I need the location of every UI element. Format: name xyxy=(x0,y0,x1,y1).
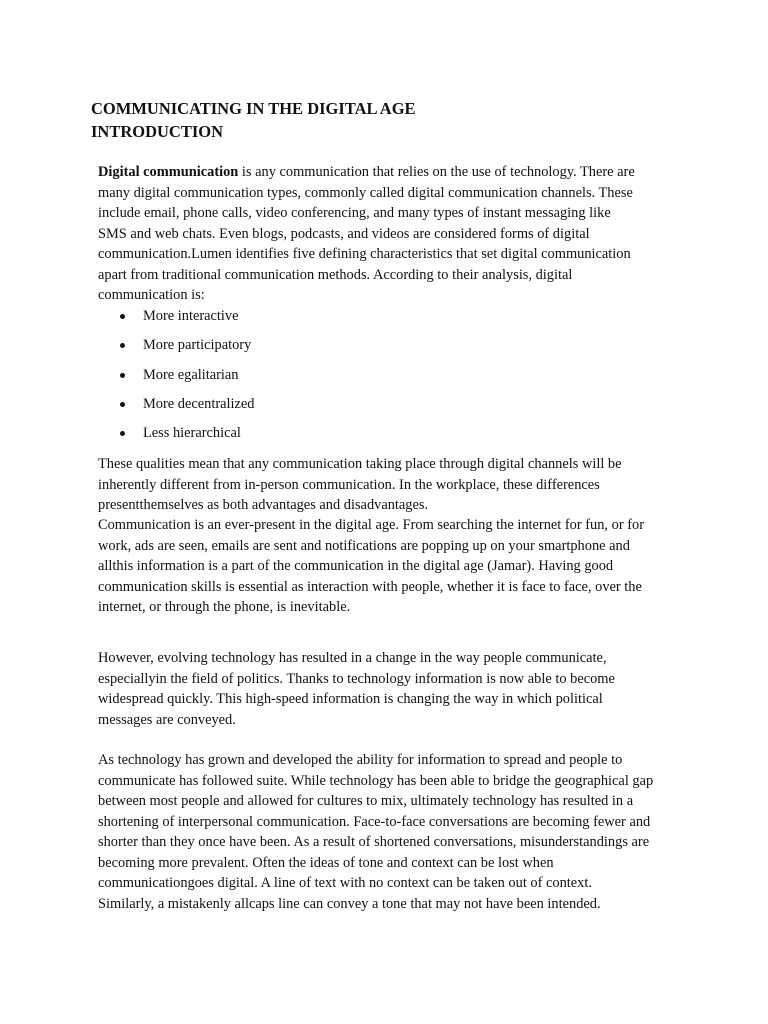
paragraph-line: allthis information is a part of the communication in the digital age (Jamar). Having good xyxy=(98,558,614,574)
bullet-icon xyxy=(120,343,125,348)
document-title: COMMUNICATING IN THE DIGITAL AGE xyxy=(91,99,416,118)
bullet-icon xyxy=(120,373,125,378)
paragraph-line: Communication is an ever-present in the digital age. From searching the internet for fun, or for xyxy=(98,517,644,533)
paragraph-line: However, evolving technology has resulted in a change in the way people communicate, xyxy=(98,650,607,666)
paragraph-line: especiallyin the field of politics. Thanks to technology information is now able to become xyxy=(98,670,615,687)
bold-term: Digital communication xyxy=(98,164,239,180)
list-item: Less hierarchical xyxy=(98,422,254,451)
ever-present-paragraph xyxy=(98,515,673,618)
paragraph-line: inherently different from in-person communication. In the workplace, these differences xyxy=(98,476,600,493)
list-item: More interactive xyxy=(98,305,254,334)
characteristics-list xyxy=(98,305,254,451)
list-item: More decentralized xyxy=(98,393,254,422)
bullet-icon xyxy=(120,314,125,319)
paragraph-line: communication is: xyxy=(98,287,205,303)
paragraph-line: As technology has grown and developed the ability for information to spread and people to xyxy=(98,752,623,768)
bullet-icon xyxy=(120,431,125,436)
paragraph-line: communication skills is essential as interaction with people, whether it is face to face, over the xyxy=(98,578,642,595)
paragraph-line: SMS and web chats. Even blogs, podcasts, and videos are considered forms of digital xyxy=(98,225,590,242)
bullet-icon xyxy=(120,402,125,407)
paragraph-line: apart from traditional communication methods. According to their analysis, digital xyxy=(98,266,573,283)
intro-paragraph xyxy=(98,162,673,306)
paragraph-line: communication.Lumen identifies five defining characteristics that set digital communication xyxy=(98,246,631,262)
qualities-paragraph xyxy=(98,454,673,516)
paragraph-line: Digital communication is any communication that relies on the use of technology. There are xyxy=(98,164,635,180)
paragraph-line: include email, phone calls, video conferencing, and many types of instant messaging like xyxy=(98,205,611,221)
technology-growth-paragraph xyxy=(98,750,673,914)
paragraph-line: widespread quickly. This high-speed information is changing the way in which political xyxy=(98,691,603,707)
paragraph-line: between most people and allowed for cultures to mix, ultimately technology has resulted in a xyxy=(98,793,634,809)
list-item: More participatory xyxy=(98,334,254,363)
paragraph-line: communicationgoes digital. A line of text with no context can be taken out of context. xyxy=(98,875,592,891)
paragraph-line: shortening of interpersonal communication. Face-to-face conversations are becoming fewer and xyxy=(98,813,651,830)
list-item: More egalitarian xyxy=(98,364,254,393)
paragraph-line: These qualities mean that any communication taking place through digital channels will be xyxy=(98,456,622,472)
paragraph-line: presentthemselves as both advantages and disadvantages. xyxy=(98,497,429,513)
paragraph-line: becoming more prevalent. Often the ideas of tone and context can be lost when xyxy=(98,854,554,871)
paragraph-line: messages are conveyed. xyxy=(98,711,236,728)
section-heading-introduction: INTRODUCTION xyxy=(91,122,224,141)
paragraph-line: communicate has followed suite. While technology has been able to bridge the geographical gap xyxy=(98,772,654,789)
paragraph-line: Similarly, a mistakenly allcaps line can convey a tone that may not have been intended. xyxy=(98,895,601,912)
paragraph-line: internet, or through the phone, is inevitable. xyxy=(98,599,351,615)
politics-paragraph xyxy=(98,648,673,730)
paragraph-line: shorter than they once have been. As a result of shortened conversations, misunderstandings are xyxy=(98,834,650,850)
paragraph-line: many digital communication types, commonly called digital communication channels. These xyxy=(98,184,633,201)
paragraph-line: work, ads are seen, emails are sent and notifications are popping up on your smartphone and xyxy=(98,537,630,554)
